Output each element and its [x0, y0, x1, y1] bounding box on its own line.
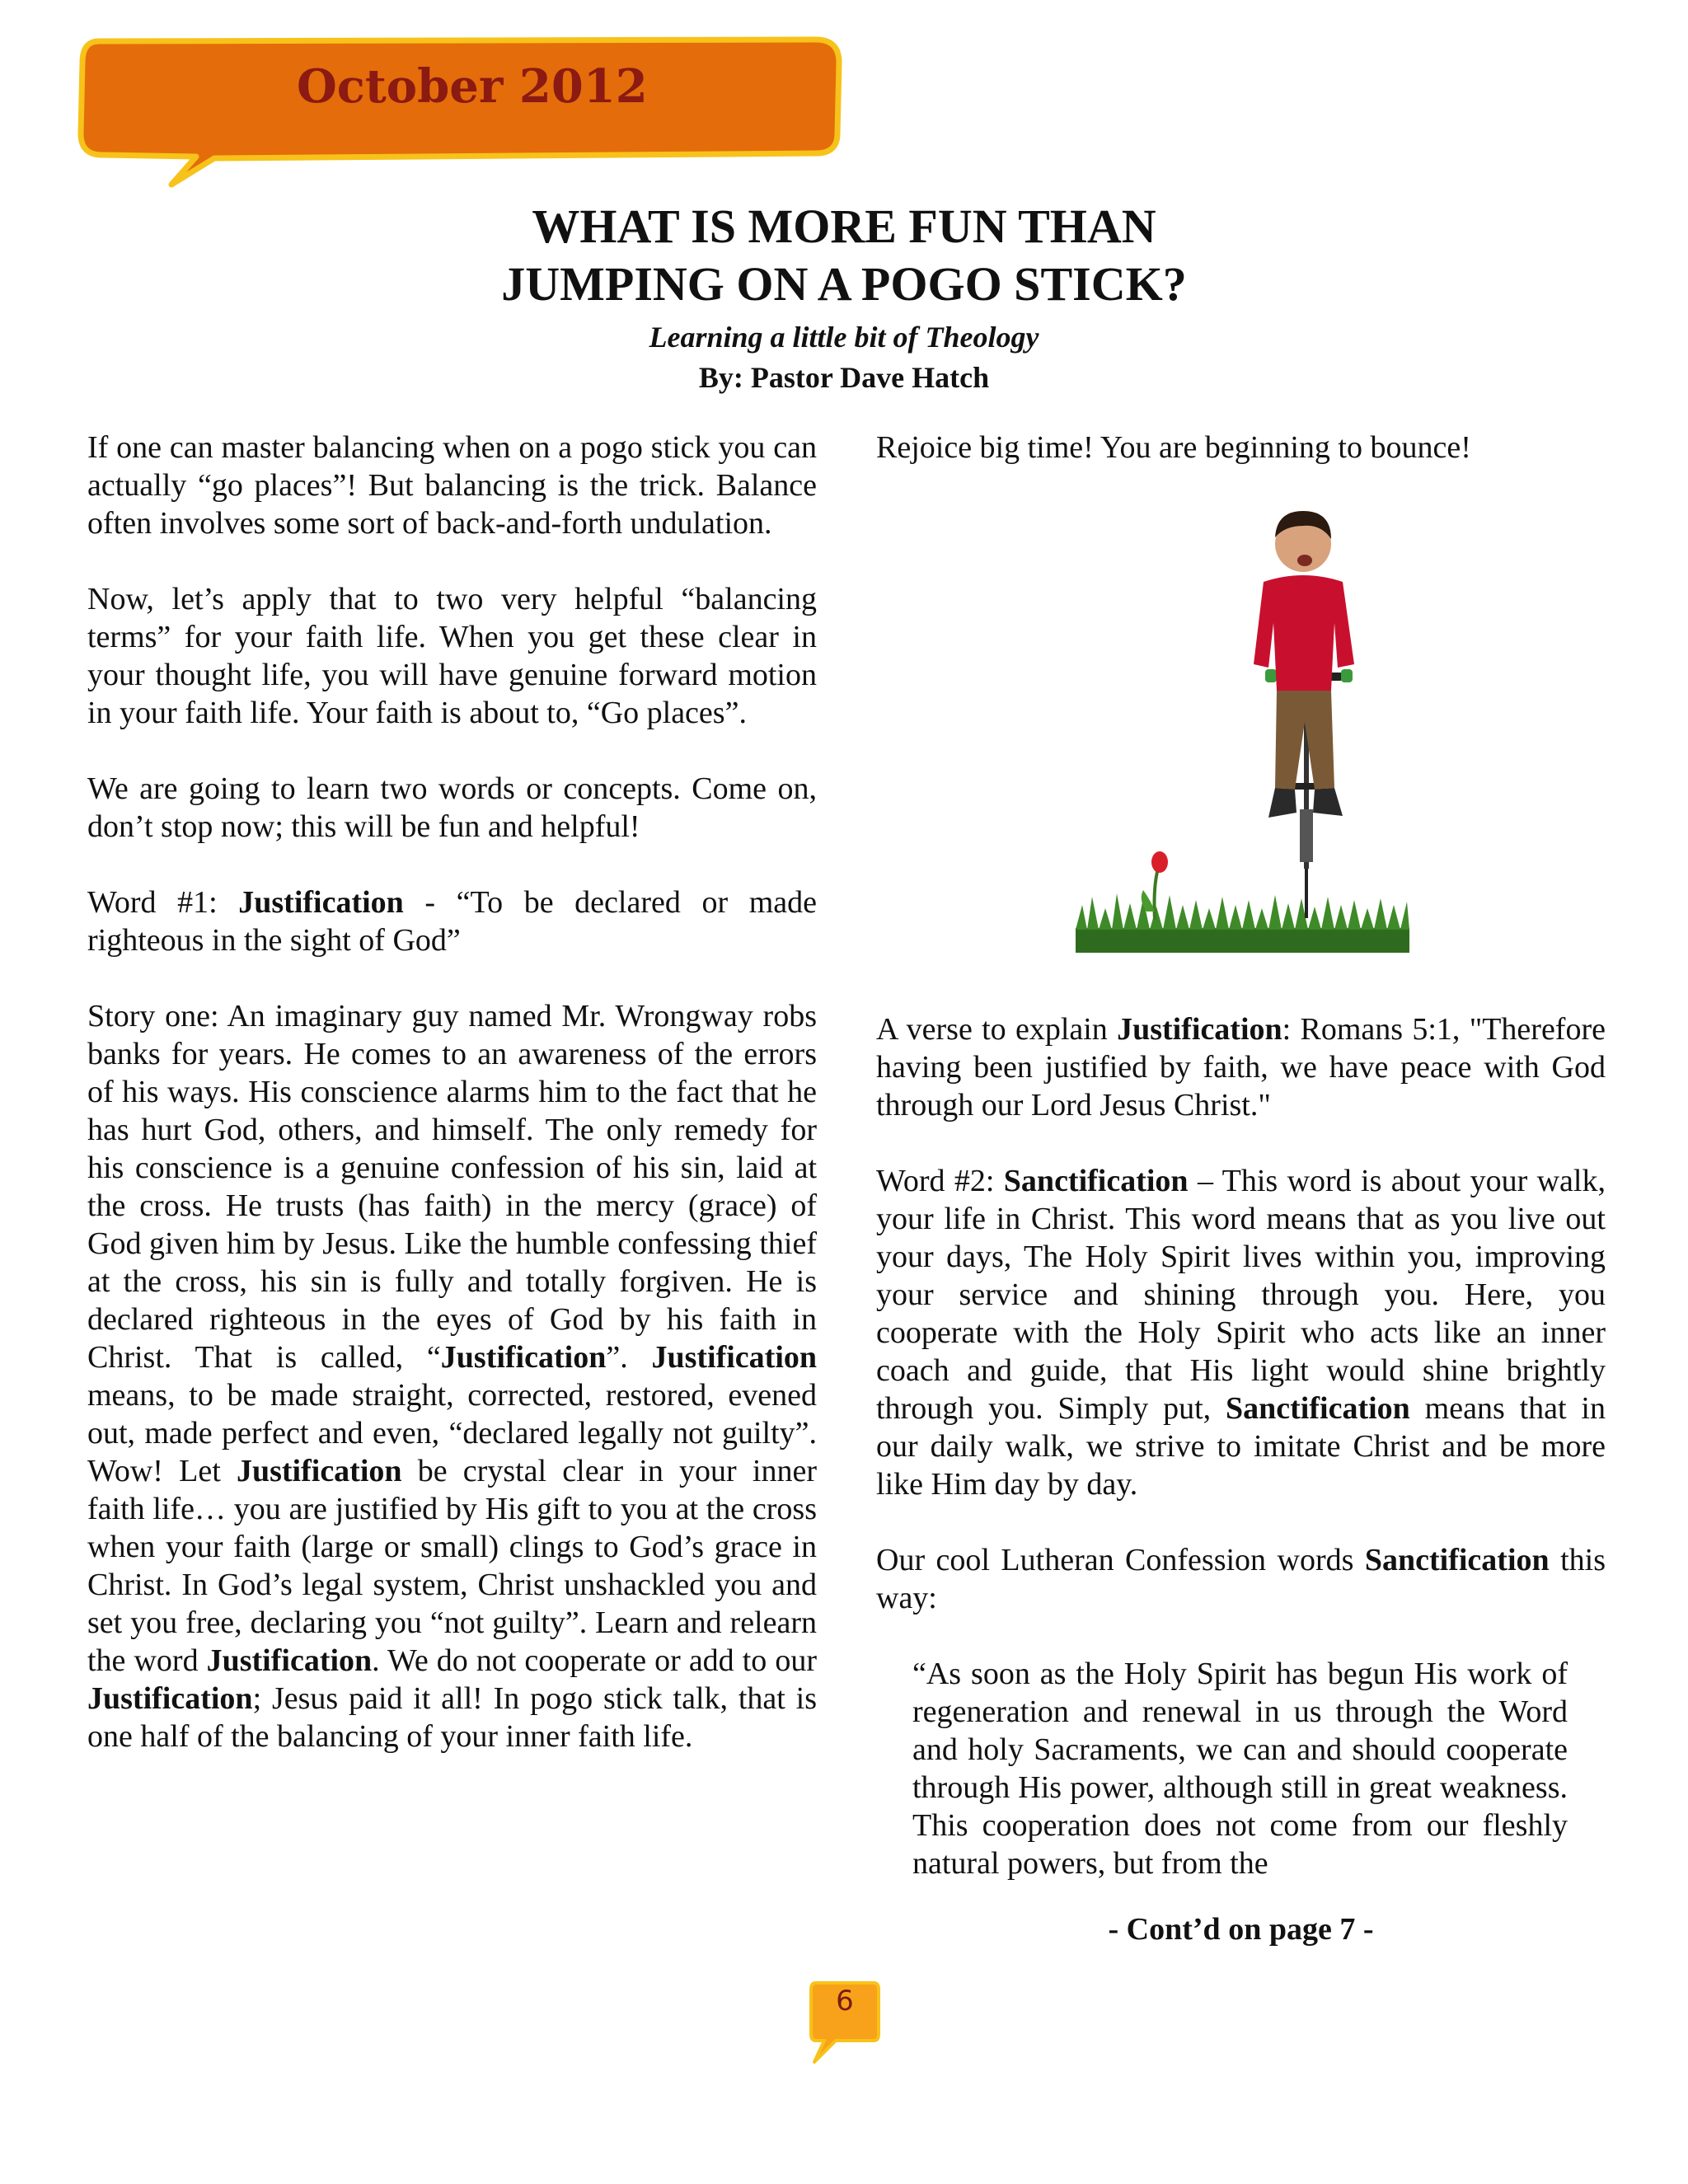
article-title-line-2: JUMPING ON A POGO STICK? — [501, 257, 1187, 311]
paragraph-confession: Our cool Lutheran Confession words Sanctification this way: — [876, 1543, 1606, 1615]
paragraph-word-2: Word #2: Sanctification – This word is about your walk, your life in Christ. This word means that as you live out your days, The Holy Spirit lives within you, improving your service and shining through you. Here, you cooperate with the Holy Spirit who acts like an inner coach and guide, that His light would shine brightly through you. Simply put, Sanctification means that in our daily walk, we strive to imitate Christ and be more like Him day by day. — [876, 1164, 1606, 1502]
paragraph-intro: If one can master balancing when on a pogo stick you can actually “go places”! But balancing is the trick. Balance often involves some sort of back-and-forth undulation. — [87, 430, 817, 541]
paragraph-rejoice: Rejoice big time! You are beginning to bounce! — [876, 430, 1471, 465]
page-number-badge — [808, 1980, 882, 2065]
article-byline: By: Pastor Dave Hatch — [698, 361, 990, 394]
pogo-stick-boy-image — [876, 499, 1606, 961]
left-column — [87, 429, 817, 1793]
continued-note: - Cont’d on page 7 - — [1108, 1912, 1374, 1947]
term-sanctification: Sanctification — [1003, 1164, 1189, 1198]
term-justification: Justification — [238, 885, 404, 920]
paragraph-concepts: We are going to learn two words or concepts. Come on, don’t stop now; this will be fun and helpful! — [87, 771, 817, 844]
grass-icon — [1076, 893, 1409, 953]
paragraph-verse: A verse to explain Justification: Romans 5:1, "Therefore having been justified by faith, we have peace with God through our Lord Jesus Christ." — [876, 1012, 1606, 1122]
paragraph-story-one: Story one: An imaginary guy named Mr. Wrongway robs banks for years. He comes to an awareness of the errors of his ways. His conscience alarms him to the fact that he has hurt God, others, and himself. The only remedy for his conscience is a genuine confession of his sin, laid at the cross. He trusts (has faith) in the mercy (grace) of God given him by Jesus. Like the humble confessing thief at the cross, his sin is fully and totally forgiven. He is declared righteous in the eyes of God by his faith in Christ. That is called, “Justification”. Justification means, to be made straight, corrected, restored, evened out, made perfect and even, “declared legally not guilty”. Wow! Let Justification be crystal clear in your inner faith life… you are justified by His gift to you at the cross when your faith (large or small) clings to God’s grace in Christ. In God’s legal system, Christ unshackled you and set you free, declaring you “not guilty”. Learn and relearn the word Justification. We do not cooperate or add to our Justification; Jesus paid it all! In pogo stick talk, that is one half of the balancing of your inner faith life. — [87, 999, 818, 1754]
page-number: 6 — [836, 1985, 854, 2018]
article-title-line-1: WHAT IS MORE FUN THAN — [532, 199, 1156, 253]
month-banner — [74, 36, 849, 193]
banner-date: October 2012 — [297, 59, 648, 114]
paragraph-word-1: Word #1: Justification - “To be declared or made righteous in the sight of God” — [87, 885, 817, 958]
article-header — [0, 198, 1688, 397]
tulip-icon — [1142, 851, 1168, 920]
confession-quote: “As soon as the Holy Spirit has begun His work of regeneration and renewal in us through the Word and holy Sacraments, we can and should cooperate through His power, although still in great weakness. This cooperation does not come from our fleshly natural powers, but from the — [912, 1657, 1568, 1881]
paragraph-apply: Now, let’s apply that to two very helpful “balancing terms” for your faith life. When you get these clear in your thought life, you will have genuine forward motion in your faith life. Your faith is about to, “Go places”. — [87, 582, 817, 730]
right-column — [876, 429, 1606, 1948]
article-subtitle: Learning a little bit of Theology — [649, 321, 1039, 354]
